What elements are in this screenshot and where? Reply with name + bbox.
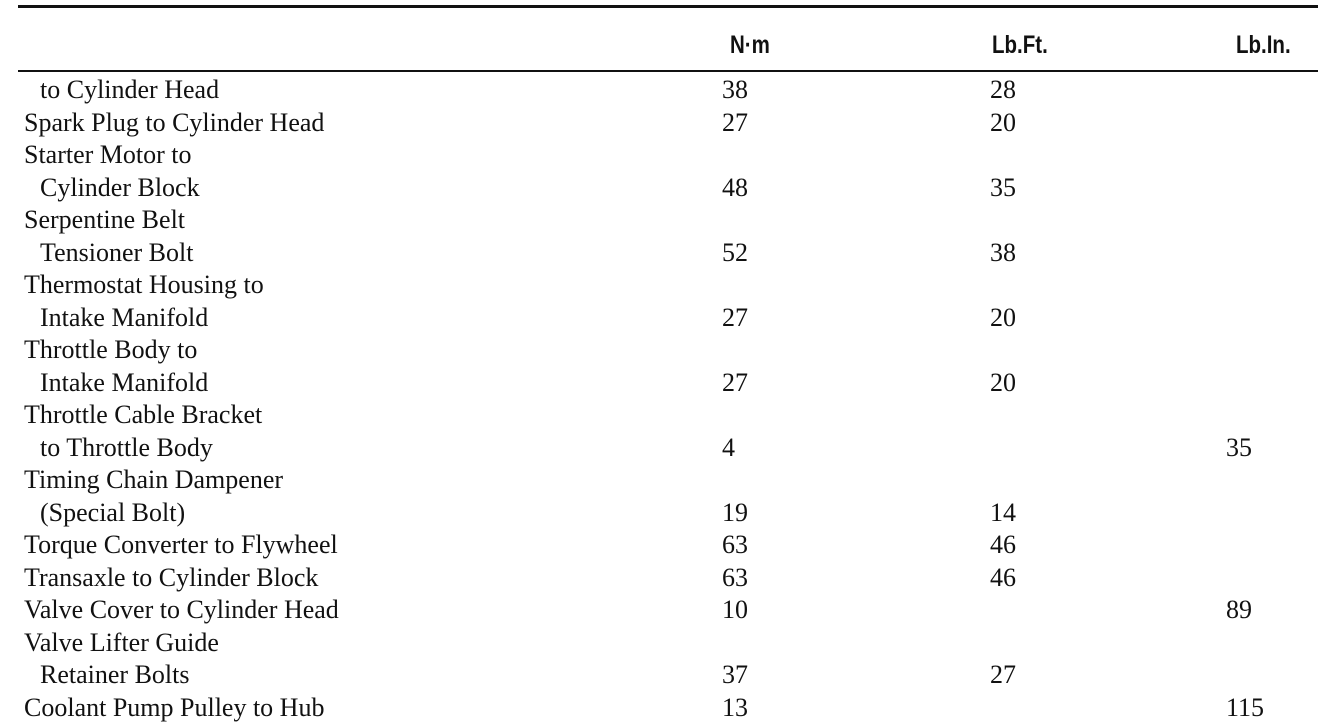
lbft-cell: 27 bbox=[990, 660, 1016, 689]
nm-cell: 37 bbox=[722, 660, 748, 689]
nm-cell: 63 bbox=[722, 530, 748, 559]
lbft-cell: 46 bbox=[990, 530, 1016, 559]
table-row bbox=[0, 107, 1328, 140]
table-row bbox=[0, 237, 1328, 270]
part-cell: Throttle Cable Bracket bbox=[24, 400, 263, 429]
part-cell: Coolant Pump Pulley to Hub bbox=[24, 692, 325, 722]
table-row bbox=[0, 74, 1328, 107]
header-rule bbox=[18, 70, 1318, 72]
table-row bbox=[0, 139, 1328, 172]
table-row bbox=[0, 659, 1328, 692]
top-rule bbox=[18, 5, 1318, 8]
table-row bbox=[0, 464, 1328, 497]
nm-cell: 10 bbox=[722, 595, 748, 624]
lbft-cell: 20 bbox=[990, 367, 1016, 397]
table-row bbox=[0, 172, 1328, 205]
part-cell: Serpentine Belt bbox=[24, 205, 186, 234]
nm-cell: 27 bbox=[722, 107, 748, 137]
nm-cell: 63 bbox=[722, 562, 748, 592]
table-row bbox=[0, 399, 1328, 432]
part-cell: Throttle Body to bbox=[24, 335, 198, 364]
part-cell: Cylinder Block bbox=[40, 172, 200, 202]
lbft-cell: 20 bbox=[990, 107, 1016, 137]
header-nm: N·m bbox=[730, 31, 770, 59]
table-row bbox=[0, 692, 1328, 725]
nm-cell: 52 bbox=[722, 237, 748, 267]
table-row bbox=[0, 269, 1328, 302]
part-cell: Tensioner Bolt bbox=[40, 237, 194, 267]
table-row bbox=[0, 627, 1328, 660]
part-cell: Thermostat Housing to bbox=[24, 270, 264, 299]
nm-cell: 38 bbox=[722, 75, 748, 104]
nm-cell: 13 bbox=[722, 692, 748, 722]
lbft-cell: 38 bbox=[990, 237, 1016, 267]
part-cell: Intake Manifold bbox=[40, 367, 209, 397]
lbft-cell: 35 bbox=[990, 172, 1016, 202]
lbft-cell: 14 bbox=[990, 497, 1016, 527]
part-cell: Transaxle to Cylinder Block bbox=[24, 562, 319, 592]
lbin-cell: 35 bbox=[1226, 432, 1252, 462]
table-row bbox=[0, 497, 1328, 530]
lbft-cell: 28 bbox=[990, 75, 1016, 104]
part-cell: (Special Bolt) bbox=[40, 497, 186, 527]
table-row bbox=[0, 204, 1328, 237]
table-row bbox=[0, 529, 1328, 562]
part-cell: to Throttle Body bbox=[40, 432, 213, 462]
part-cell: Timing Chain Dampener bbox=[24, 465, 284, 494]
lbin-cell: 89 bbox=[1226, 595, 1252, 624]
nm-cell: 4 bbox=[722, 432, 735, 462]
part-cell: Valve Cover to Cylinder Head bbox=[24, 595, 339, 624]
nm-cell: 27 bbox=[722, 367, 748, 397]
part-cell: Intake Manifold bbox=[40, 302, 209, 332]
nm-cell: 27 bbox=[722, 302, 748, 332]
part-cell: Valve Lifter Guide bbox=[24, 627, 219, 657]
lbft-cell: 20 bbox=[990, 302, 1016, 332]
header-lbft: Lb.Ft. bbox=[992, 31, 1048, 59]
part-cell: to Cylinder Head bbox=[40, 75, 220, 104]
part-cell: Spark Plug to Cylinder Head bbox=[24, 107, 325, 137]
table-row bbox=[0, 432, 1328, 465]
part-cell: Starter Motor to bbox=[24, 140, 192, 169]
part-cell: Retainer Bolts bbox=[40, 660, 190, 689]
table-row bbox=[0, 562, 1328, 595]
table-row bbox=[0, 334, 1328, 367]
table-row bbox=[0, 594, 1328, 627]
nm-cell: 48 bbox=[722, 172, 748, 202]
table-row bbox=[0, 367, 1328, 400]
part-cell: Torque Converter to Flywheel bbox=[24, 530, 338, 559]
lbin-cell: 115 bbox=[1226, 692, 1265, 722]
table-body bbox=[0, 74, 1328, 724]
nm-cell: 19 bbox=[722, 497, 748, 527]
lbft-cell: 46 bbox=[990, 562, 1016, 592]
header-lbin: Lb.In. bbox=[1236, 31, 1291, 59]
table-row bbox=[0, 302, 1328, 335]
